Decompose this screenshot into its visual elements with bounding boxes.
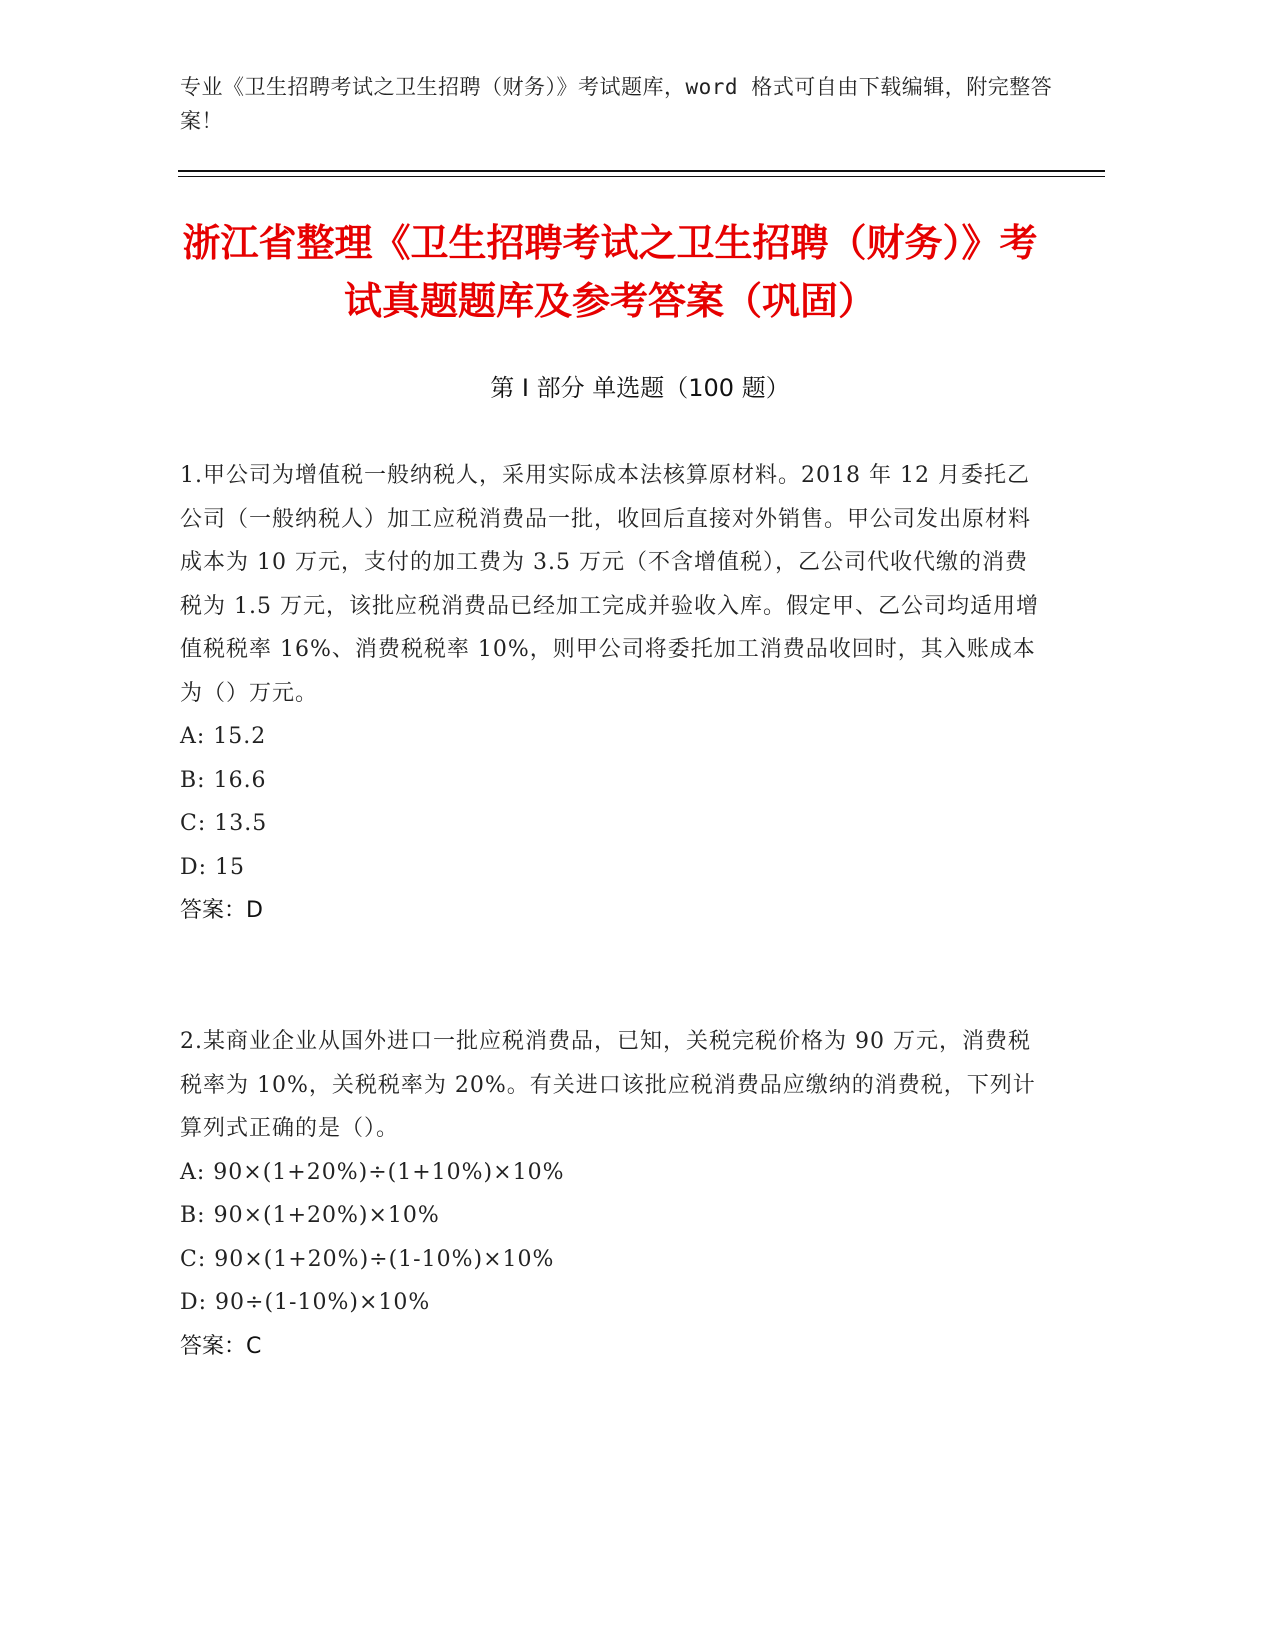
answer: 答案：C — [180, 1333, 262, 1359]
option-a: A: 90×(1+20%)÷(1+10%)×10% — [180, 1159, 565, 1185]
question-2 — [180, 1020, 1040, 1368]
question-stem: 2.某商业企业从国外进口一批应税消费品，已知，关税完税价格为 90 万元，消费税税率为 10%，关税税率为 20%。有关进口该批应税消费品应缴纳的消费税，下列计算列式正确的是（）。 — [180, 1029, 1036, 1141]
question-stem: 1.甲公司为增值税一般纳税人，采用实际成本法核算原材料。2018 年 12 月委托乙公司（一般纳税人）加工应税消费品一批，收回后直接对外销售。甲公司发出原材料成本为 10 万元，支付的加工费为 3.5 万元（不含增值税），乙公司代收代缴的消费税为 1.5 万元，该批应税消费品已经加工完成并验收入库。假定甲、乙公司均适用增值税税率 16%、消费税税率 10%，则甲公司将委托加工消费品收回时，其入账成本为（）万元。 — [180, 463, 1039, 706]
option-d: D: 90÷(1-10%)×10% — [180, 1290, 431, 1315]
option-a: A: 15.2 — [180, 724, 267, 749]
document-title: 浙江省整理《卫生招聘考试之卫生招聘（财务）》考试真题题库及参考答案（巩固） — [182, 221, 1038, 323]
option-d: D: 15 — [180, 854, 246, 880]
option-c: C: 13.5 — [180, 811, 268, 836]
option-b: B: 90×(1+20%)×10% — [180, 1203, 440, 1228]
option-c: C: 90×(1+20%)÷(1-10%)×10% — [180, 1246, 555, 1272]
header-rule-thick — [178, 170, 1105, 172]
section-heading: 第 I 部分 单选题（100 题） — [490, 374, 790, 402]
header-note: 专业《卫生招聘考试之卫生招聘（财务）》考试题库，word 格式可自由下载编辑，附完整答案！ — [180, 75, 1053, 133]
answer: 答案：D — [180, 898, 263, 923]
question-1 — [180, 454, 1040, 933]
header-rule-thin — [178, 176, 1105, 177]
option-b: B: 16.6 — [180, 767, 267, 793]
